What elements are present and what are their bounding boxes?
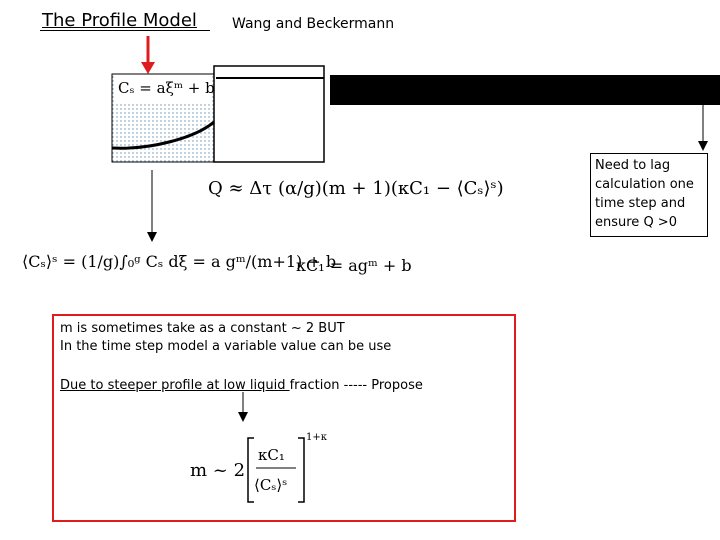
- page-subtitle: Wang and Beckermann: [232, 16, 395, 32]
- inset-equation: Cₛ = aξᵐ + b: [118, 79, 215, 97]
- right-bracket: [298, 438, 304, 502]
- kappa-c1-equation: κC₁ = agᵐ + b: [296, 256, 412, 275]
- red-box-line-3-underlined: Due to steeper profile at low liquid: [60, 378, 290, 393]
- note-box: [590, 153, 708, 237]
- black-bar: [330, 75, 720, 105]
- cs-average-equation: ⟨Cₛ⟩ˢ = (1/g)∫₀ᵍ Cₛ dξ = a gᵐ/(m+1) + b: [22, 252, 337, 271]
- red-box-line-2: In the time step model a variable value can be use: [60, 339, 392, 354]
- q-equation: [208, 178, 504, 199]
- exponent-text: 1+κ: [306, 432, 327, 443]
- red-box-line-3: [60, 378, 423, 394]
- m-estimate-block: [190, 430, 410, 510]
- note-text: Need to lag calculation one time step and ensure Q >0: [595, 158, 694, 230]
- red-arrow-head: [141, 62, 155, 74]
- m-estimate-graphic: [190, 430, 410, 510]
- title-underline: [40, 30, 210, 31]
- note-arrow-head: [698, 141, 708, 151]
- q-equation-text: Q ≈ Δτ (α/g)(m + 1)(κC₁ − ⟨Cₛ⟩ˢ): [208, 178, 504, 199]
- liquid-region: [214, 66, 324, 162]
- denominator-text: ⟨Cₛ⟩ˢ: [254, 476, 288, 494]
- page-title: The Profile Model: [42, 10, 197, 31]
- down-arrow-head: [147, 232, 157, 242]
- red-box-line-1: m is sometimes take as a constant ~ 2 BUT: [60, 321, 345, 336]
- red-box-line-3-rest: fraction ----- Propose: [289, 378, 423, 393]
- numerator-text: κC₁: [258, 446, 285, 464]
- m-approx-text: m ~ 2: [190, 460, 246, 481]
